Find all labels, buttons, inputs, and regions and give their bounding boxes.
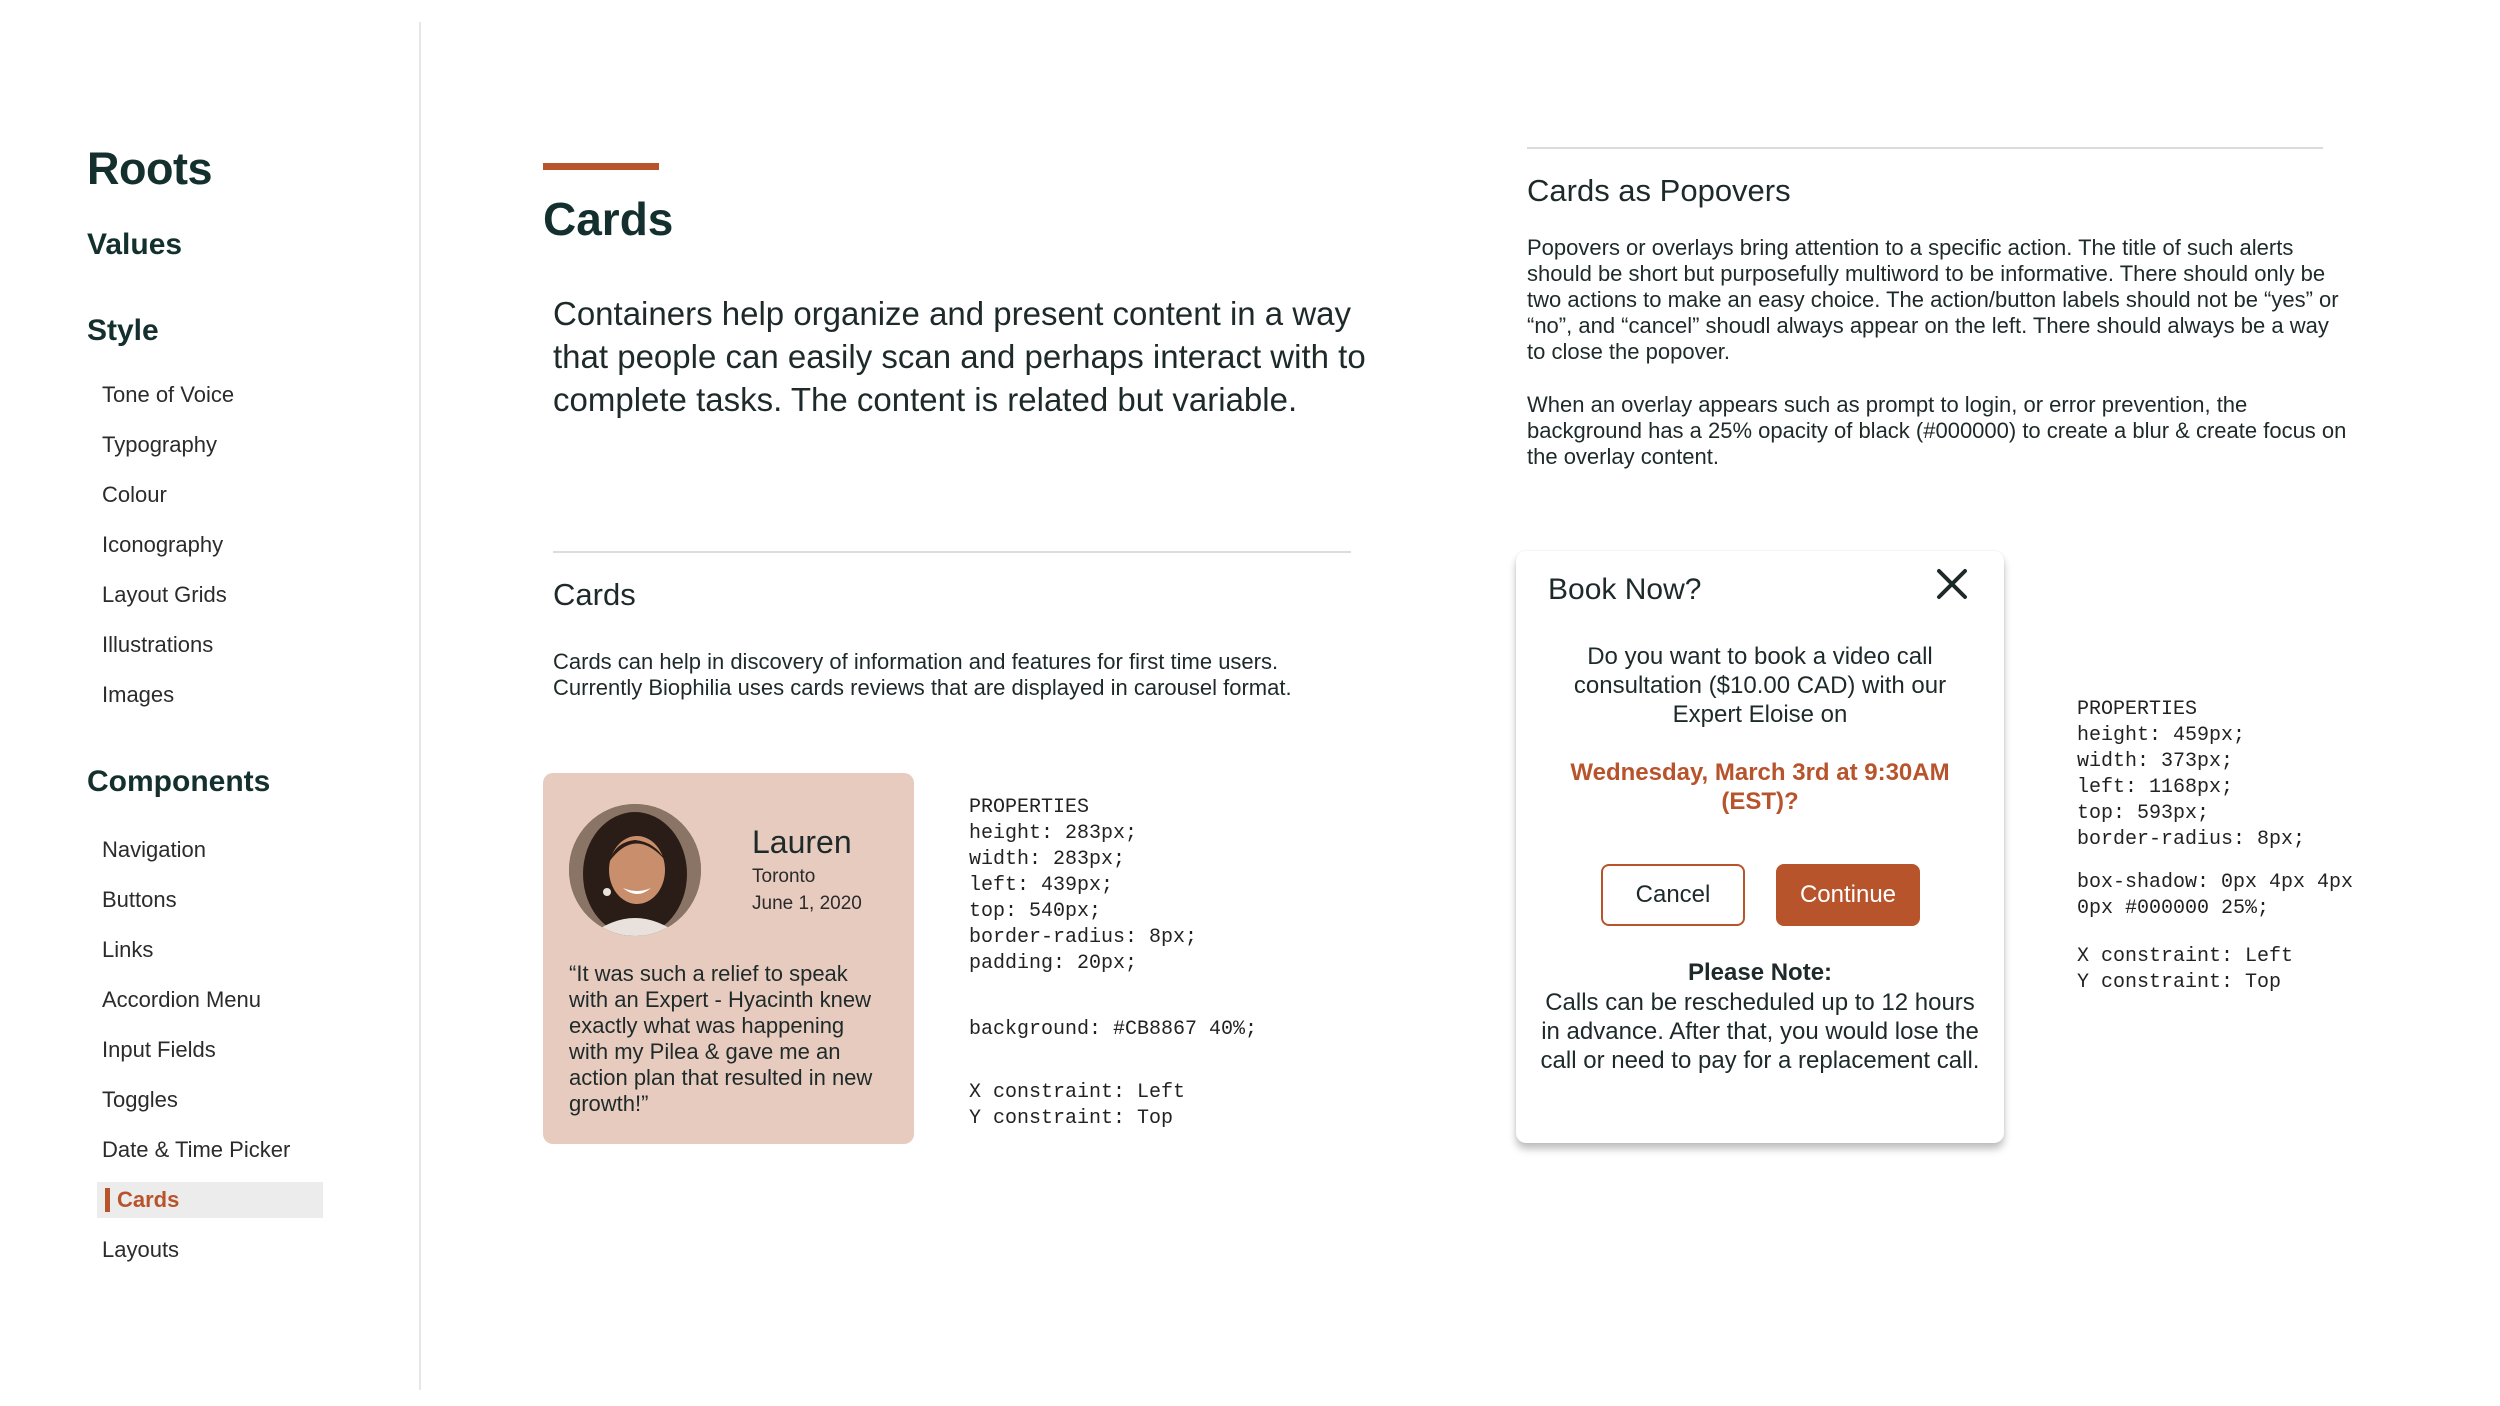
sidebar-item-layout-grids[interactable]: Layout Grids xyxy=(102,582,227,607)
popovers-section-heading: Cards as Popovers xyxy=(1527,173,1791,208)
card-properties-constraints: X constraint: Left Y constraint: Top xyxy=(969,1081,1186,1130)
sidebar-item-iconography[interactable]: Iconography xyxy=(102,532,224,557)
sidebar-item-label: Cards xyxy=(117,1187,180,1212)
sidebar-item-typography[interactable]: Typography xyxy=(102,432,217,457)
sidebar-item-cards[interactable] xyxy=(97,1182,323,1218)
title-accent-line xyxy=(543,163,659,170)
close-icon[interactable] xyxy=(1934,566,1970,602)
popovers-paragraph-2: When an overlay appears such as prompt to login, or error prevention, the background has a 25% opacity of black (#000000) to create a blur & create focus on the overlay content. xyxy=(1527,392,2347,469)
sidebar-item-tone-of-voice[interactable]: Tone of Voice xyxy=(102,382,235,407)
sidebar-section-components[interactable]: Components xyxy=(87,765,271,798)
sidebar-item-date-time-picker[interactable]: Date & Time Picker xyxy=(102,1137,291,1162)
sidebar-item-layouts[interactable]: Layouts xyxy=(102,1237,180,1262)
popover-title: Book Now? xyxy=(1548,573,1702,606)
review-quote: “It was such a relief to speak with an Expert - Hyacinth knew exactly what was happening with my Pilea & gave me an action plan that resulted in new growth!” xyxy=(569,961,873,1116)
popovers-paragraph-1: Popovers or overlays bring attention to a specific action. The title of such alerts should be short but purposefully multiword to be informative. There should only be two actions to make an easy choice. The action/button labels should not be “yes” or “no”, and “cancel” shoudl always appear on the left. There should always be a way to close the popover. xyxy=(1527,235,2339,364)
brand-logo[interactable]: Roots xyxy=(87,143,212,194)
avatar-photo xyxy=(569,804,701,936)
sidebar-section-values[interactable]: Values xyxy=(87,228,183,261)
cards-section-heading: Cards xyxy=(553,577,636,612)
sidebar-item-navigation[interactable]: Navigation xyxy=(102,837,206,862)
cards-section-description: Cards can help in discovery of information and features for first time users. Currently Biophilia uses cards reviews that are displayed in carousel format. xyxy=(553,649,1292,700)
cancel-button[interactable]: Cancel xyxy=(1601,864,1745,926)
active-indicator xyxy=(105,1188,110,1212)
intro-paragraph: Containers help organize and present content in a way that people can easily scan and perhaps interact with to complete tasks. The content is related but variable. xyxy=(553,295,1366,418)
popovers-section-divider xyxy=(1527,147,2323,149)
cards-section-divider xyxy=(553,551,1351,553)
sidebar-item-images[interactable]: Images xyxy=(102,682,175,707)
sidebar-item-accordion-menu[interactable]: Accordion Menu xyxy=(102,987,261,1012)
sidebar-item-buttons[interactable]: Buttons xyxy=(102,887,177,912)
sidebar-item-colour[interactable]: Colour xyxy=(102,482,167,507)
sidebar-item-toggles[interactable]: Toggles xyxy=(102,1087,178,1112)
popover-properties-constraints: X constraint: Left Y constraint: Top xyxy=(2077,945,2294,994)
popover-appointment-date: Wednesday, March 3rd at 9:30AM (EST)? xyxy=(1570,759,1950,815)
avatar xyxy=(569,804,701,936)
popover-note-title: Please Note: xyxy=(1687,959,1833,986)
sidebar-item-links[interactable]: Links xyxy=(102,937,154,962)
sidebar-item-input-fields[interactable]: Input Fields xyxy=(102,1037,216,1062)
popover-properties-shadow: box-shadow: 0px 4px 4px 0px #000000 25%; xyxy=(2077,871,2354,920)
reviewer-location: Toronto xyxy=(752,866,816,887)
reviewer-name: Lauren xyxy=(752,824,852,860)
review-date: June 1, 2020 xyxy=(752,893,862,914)
page-title: Cards xyxy=(543,193,674,245)
continue-button[interactable]: Continue xyxy=(1776,864,1920,926)
popover-note: Calls can be rescheduled up to 12 hours in advance. After that, you would lose the call or need to pay for a replacement call. xyxy=(1540,989,1980,1074)
card-properties-background: background: #CB8867 40%; xyxy=(969,1018,1258,1041)
card-properties-dimensions: PROPERTIES height: 283px; width: 283px; left: 439px; top: 540px; border-radius: 8px; padding: 20px; xyxy=(969,796,1198,975)
sidebar-item-illustrations[interactable]: Illustrations xyxy=(102,632,214,657)
sidebar-divider xyxy=(419,22,421,1390)
popover-message: Do you want to book a video call consultation ($10.00 CAD) with our Expert Eloise on xyxy=(1573,643,1947,728)
popover-properties-dimensions: PROPERTIES height: 459px; width: 373px; left: 1168px; top: 593px; border-radius: 8px; xyxy=(2077,698,2306,851)
sidebar-section-style[interactable]: Style xyxy=(87,314,159,347)
